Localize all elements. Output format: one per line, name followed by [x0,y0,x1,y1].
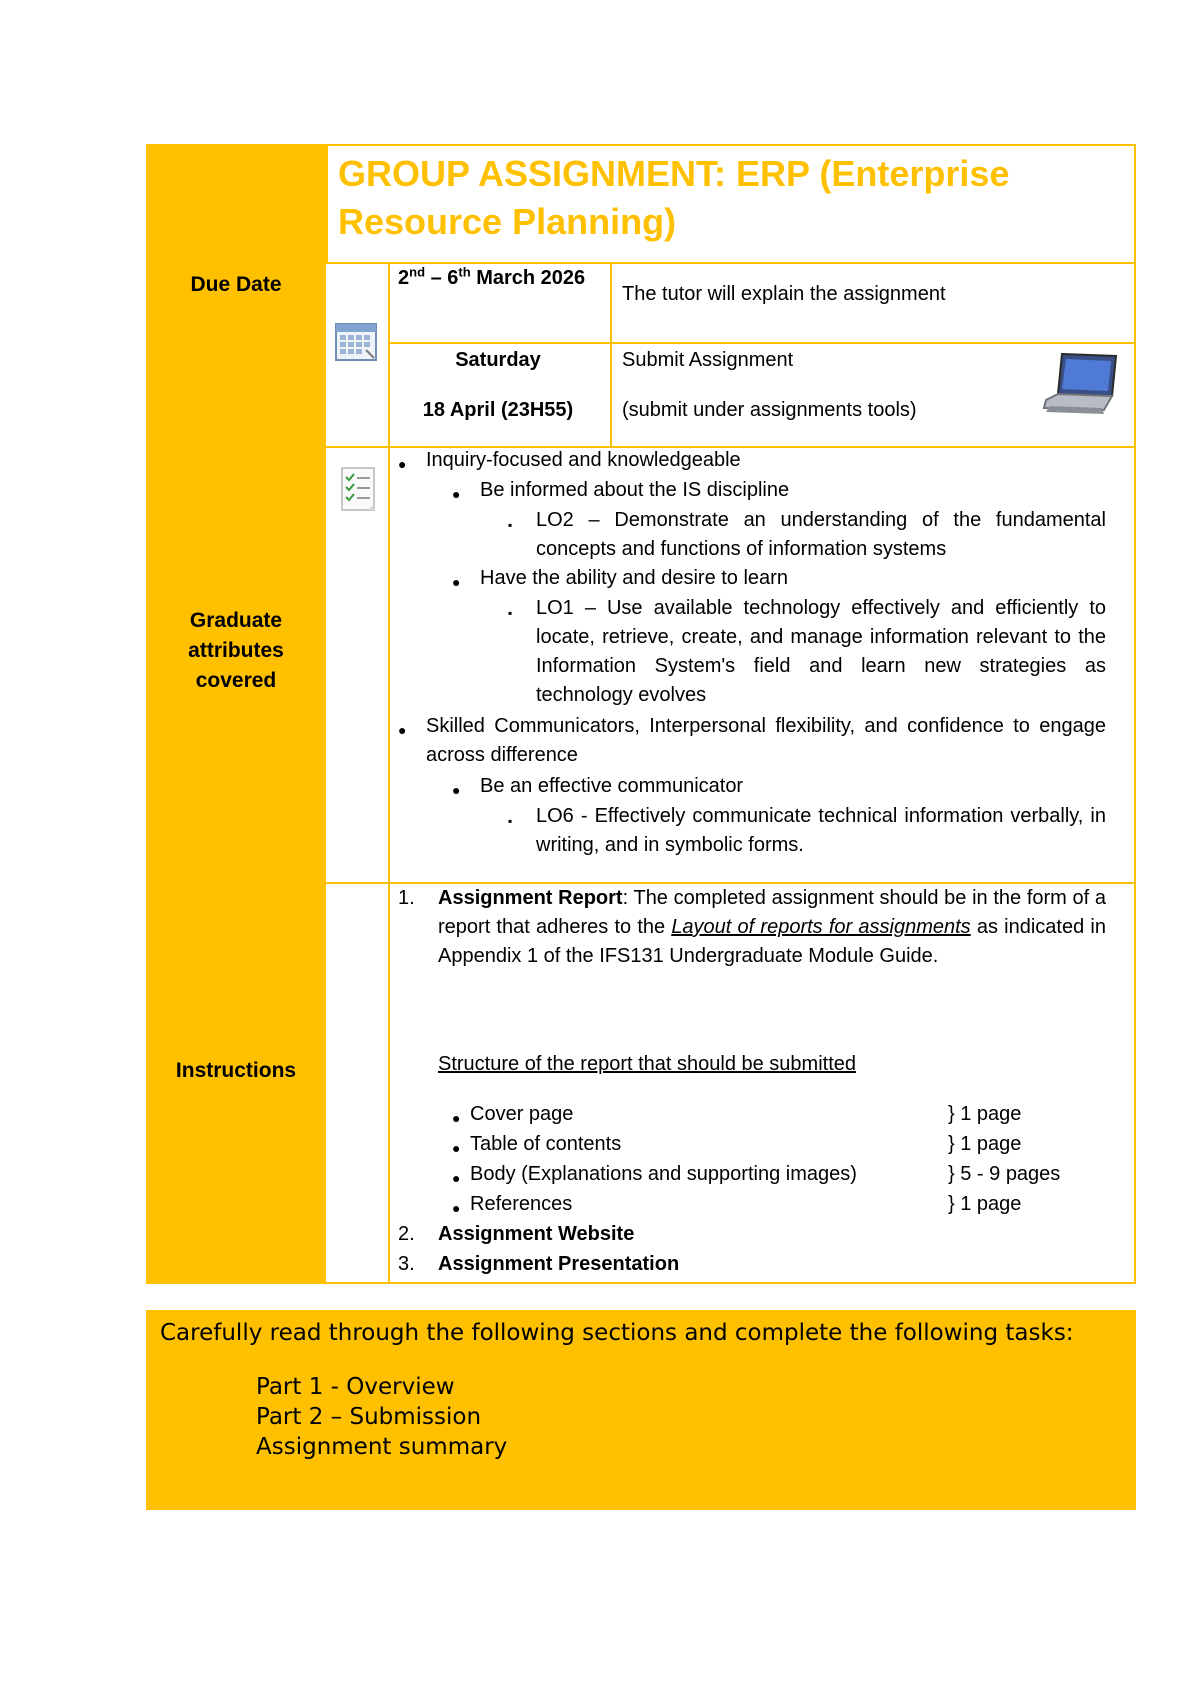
structure-pages: } 1 page [948,1133,1022,1155]
due-date-label: Due Date [190,273,282,296]
list-item: Be informed about the IS discipline [480,479,790,501]
structure-pages: } 5 - 9 pages [948,1163,1061,1185]
tasks-intro: Carefully read through the following sections and complete the following tasks: [160,1320,1074,1346]
structure-heading: Structure of the report that should be submitted [438,1053,857,1075]
instruction-item-1: Assignment Report: The completed assignment should be in the form of a report that adheres to the Layout of reports for assignments as indicated in Appendix 1 of the IFS131 Undergraduate Module Guide. [438,887,1106,967]
item-number: 1. [398,887,415,909]
laptop-icon [1040,350,1120,420]
list-item: LO6 - Effectively communicate technical information verbally, in writing, and in symbolic forms. [536,805,1106,856]
due-date-2-description: Submit Assignment [622,349,794,371]
structure-item: Table of contents [470,1133,622,1155]
structure-pages: } 1 page [948,1103,1022,1125]
title-cell [326,144,1136,264]
list-item: Have the ability and desire to learn [480,567,788,589]
due-date-1-description: The tutor will explain the assignment [622,283,946,305]
item-number: 3. [398,1253,415,1275]
structure-pages: } 1 page [948,1193,1022,1215]
instructions-label: Instructions [175,1059,297,1082]
instruction-item-3: Assignment Presentation [438,1253,680,1275]
task-item: Part 1 - Overview [256,1374,455,1400]
checklist-icon [338,466,378,514]
layout-reports-link[interactable]: Layout of reports for assignments [671,916,971,938]
graduate-attributes-label: Graduate attributes covered [188,609,284,692]
tasks-box [146,1310,1136,1510]
calendar-icon [334,320,378,364]
label-column [146,144,326,1284]
structure-item: References [470,1193,573,1215]
item-number: 2. [398,1223,415,1245]
task-item: Part 2 – Submission [256,1404,482,1430]
task-item: Assignment summary [256,1434,508,1460]
list-item: Be an effective communicator [480,775,744,797]
page-title: GROUP ASSIGNMENT: ERP (Enterprise Resource Planning) [338,153,1010,242]
list-item: Inquiry-focused and knowledgeable [426,449,741,471]
list-item: LO1 – Use available technology effectively and efficiently to locate, retrieve, create, and manage information relevant to the Information System's field and learn new strategies as technology evolves [536,597,1106,706]
due-date-1: 2nd – 6th March 2026 [398,264,586,289]
instruction-item-2: Assignment Website [438,1223,635,1245]
due-date-2-note: (submit under assignments tools) [622,399,917,421]
due-date-2-day: Saturday [455,349,541,371]
structure-item: Cover page [470,1103,574,1125]
list-item: Skilled Communicators, Interpersonal flexibility, and confidence to engage across difference [426,715,1106,766]
structure-item: Body (Explanations and supporting images) [470,1163,857,1185]
list-item: LO2 – Demonstrate an understanding of the fundamental concepts and functions of information systems [536,509,1106,560]
due-date-2-date: 18 April (23H55) [422,399,574,421]
